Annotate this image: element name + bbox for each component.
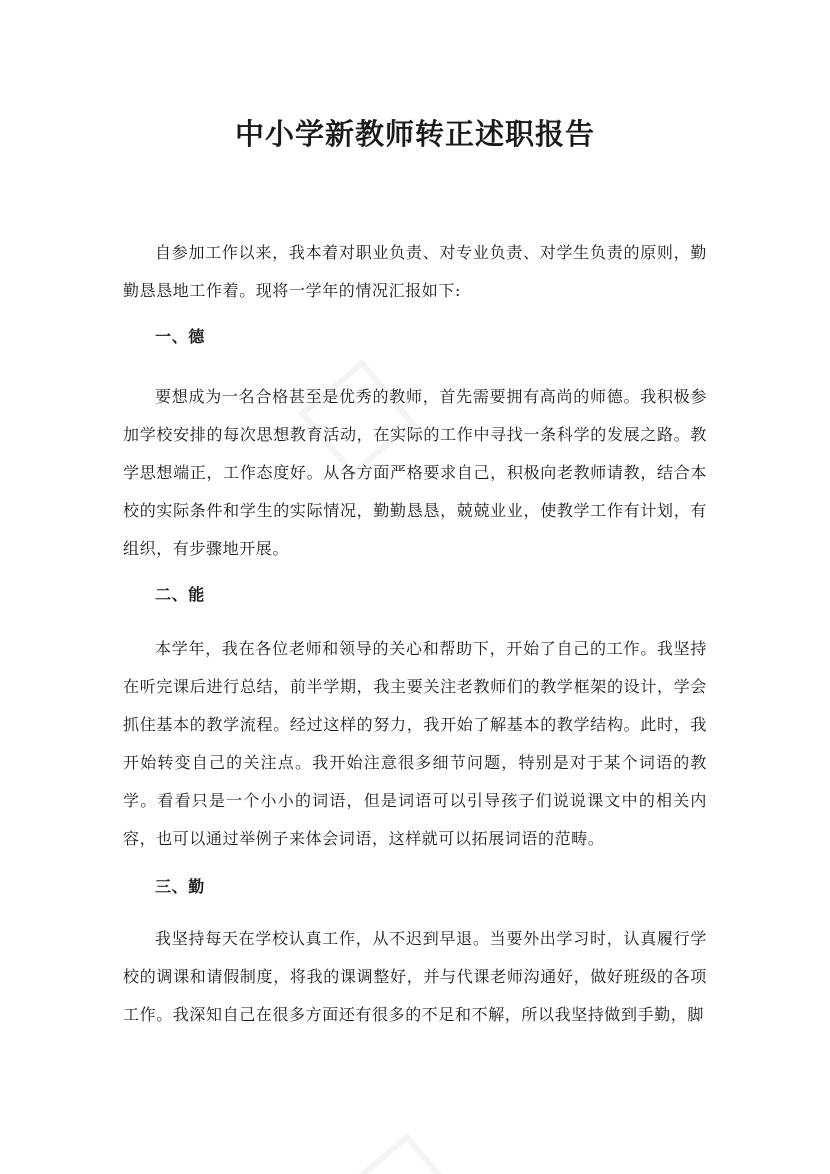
document-title: 中小学新教师转正述职报告 [234,117,595,151]
watermark-graphic-bottom [315,1040,545,1174]
section-heading-virtue: 一、德 [155,327,205,346]
section-heading-ability: 二、能 [155,585,205,604]
section-heading-diligence: 三、勤 [155,877,205,896]
intro-paragraph: 自参加工作以来，我本着对职业负责、对专业负责、对学生负责的原则，勤勤恳恳地工作着。现将一学年的情况汇报如下: [123,243,707,300]
document-body [123,234,707,1034]
section-body-virtue: 要想成为一名合格甚至是优秀的教师，首先需要拥有高尚的师德。我积极参加学校安排的每次思想教育活动，在实际的工作中寻找一条科学的发展之路。教学思想端正，工作态度好。从各方面严格要求自己，积极向老教师请教，结合本校的实际条件和学生的实际情况，勤勤恳恳，兢兢业业，使教学工作有计划，有组织，有步骤地开展。 [123,387,707,558]
section-body-ability: 本学年，我在各位老师和领导的关心和帮助下，开始了自己的工作。我坚持在听完课后进行总结，前半学期，我主要关注老教师们的教学框架的设计，学会抓住基本的教学流程。经过这样的努力，我开始了解基本的教学结构。此时，我开始转变自己的关注点。我开始注意很多细节问题，特别是对于某个词语的教学。看看只是一个小小的词语，但是词语可以引导孩子们说说课文中的相关内容，也可以通过举例子来体会词语，这样就可以拓展词语的范畴。 [123,639,707,848]
section-body-diligence: 我坚持每天在学校认真工作，从不迟到早退。当要外出学习时，认真履行学校的调课和请假制度，将我的课调整好，并与代课老师沟通好，做好班级的各项工作。我深知自己在很多方面还有很多的不足和不解，所以我坚持做到手勤，脚 [123,929,707,1024]
